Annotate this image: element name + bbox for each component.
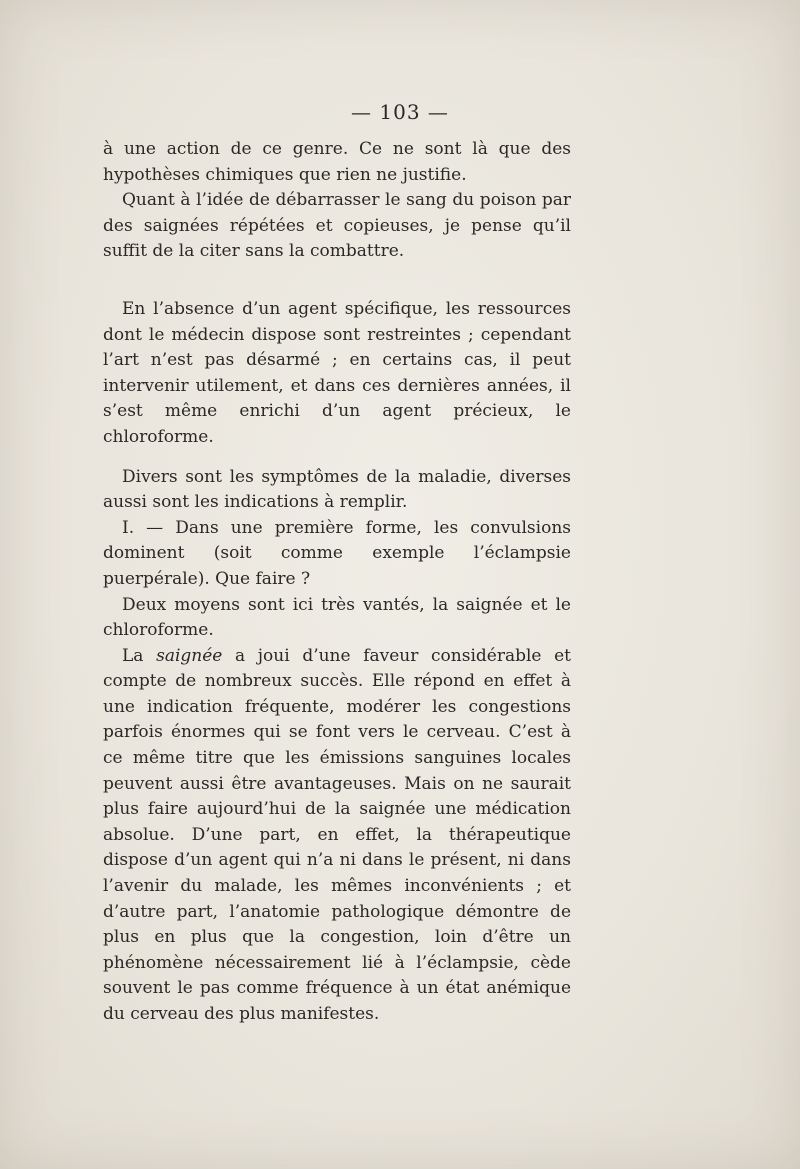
paragraph-7-lead: La [122,645,144,666]
paragraph-4: Divers sont les symptômes de la maladie, diverses aussi sont les indications à remplir. [103,466,571,513]
paragraph-2: Quant à l’idée de débarrasser le sang du poison par des saignées répétées et copieuses, je pense qu’il suffit de la citer sans la combattre. [103,190,571,262]
page-number: — 103 — [351,100,449,124]
paragraph-1: à une action de ce genre. Ce ne sont là que des hypothèses chimiques que rien ne justifie. [103,139,571,185]
body-text [103,137,571,1028]
paragraph-7-emphasis: saignée [156,645,223,666]
paragraph-7 [103,644,571,1028]
paragraph-5: I. — Dans une première forme, les convulsions dominent (soit comme exemple l’éclampsie puerpérale). Que faire ? [103,517,571,589]
paragraph-6: Deux moyens sont ici très vantés, la saignée et le chloroforme. [103,594,571,641]
paragraph-3: En l’absence d’un agent spécifique, les ressources dont le médecin dispose sont restreintes ; cependant l’art n’est pas désarmé ; en certains cas, il peut intervenir utilement, et dans ces dernières années, il s’est même enrichi d’un agent précieux, le chloroforme. [103,298,571,447]
paragraph-7-rest: a joui d’une faveur considérable et compte de nombreux succès. Elle répond en effet à une indication fréquente, modérer les congestions parfois énormes qui se font vers le cerveau. C’est à ce même titre que les émissions sanguines locales peuvent aussi être avantageuses. Mais on ne saurait plus faire aujourd’hui de la saignée une médication absolue. D’une part, en effet, la thérapeutique dispose d’un agent qui n’a ni dans le présent, ni dans l’avenir du malade, les mêmes inconvénients ; et d’autre part, l’anatomie pathologique démontre de plus en plus que la congestion, loin d’être un phénomène nécessairement lié à l’éclampsie, cède souvent le pas comme fréquence à un état anémique du cerveau des plus manifestes. [103,645,572,1024]
